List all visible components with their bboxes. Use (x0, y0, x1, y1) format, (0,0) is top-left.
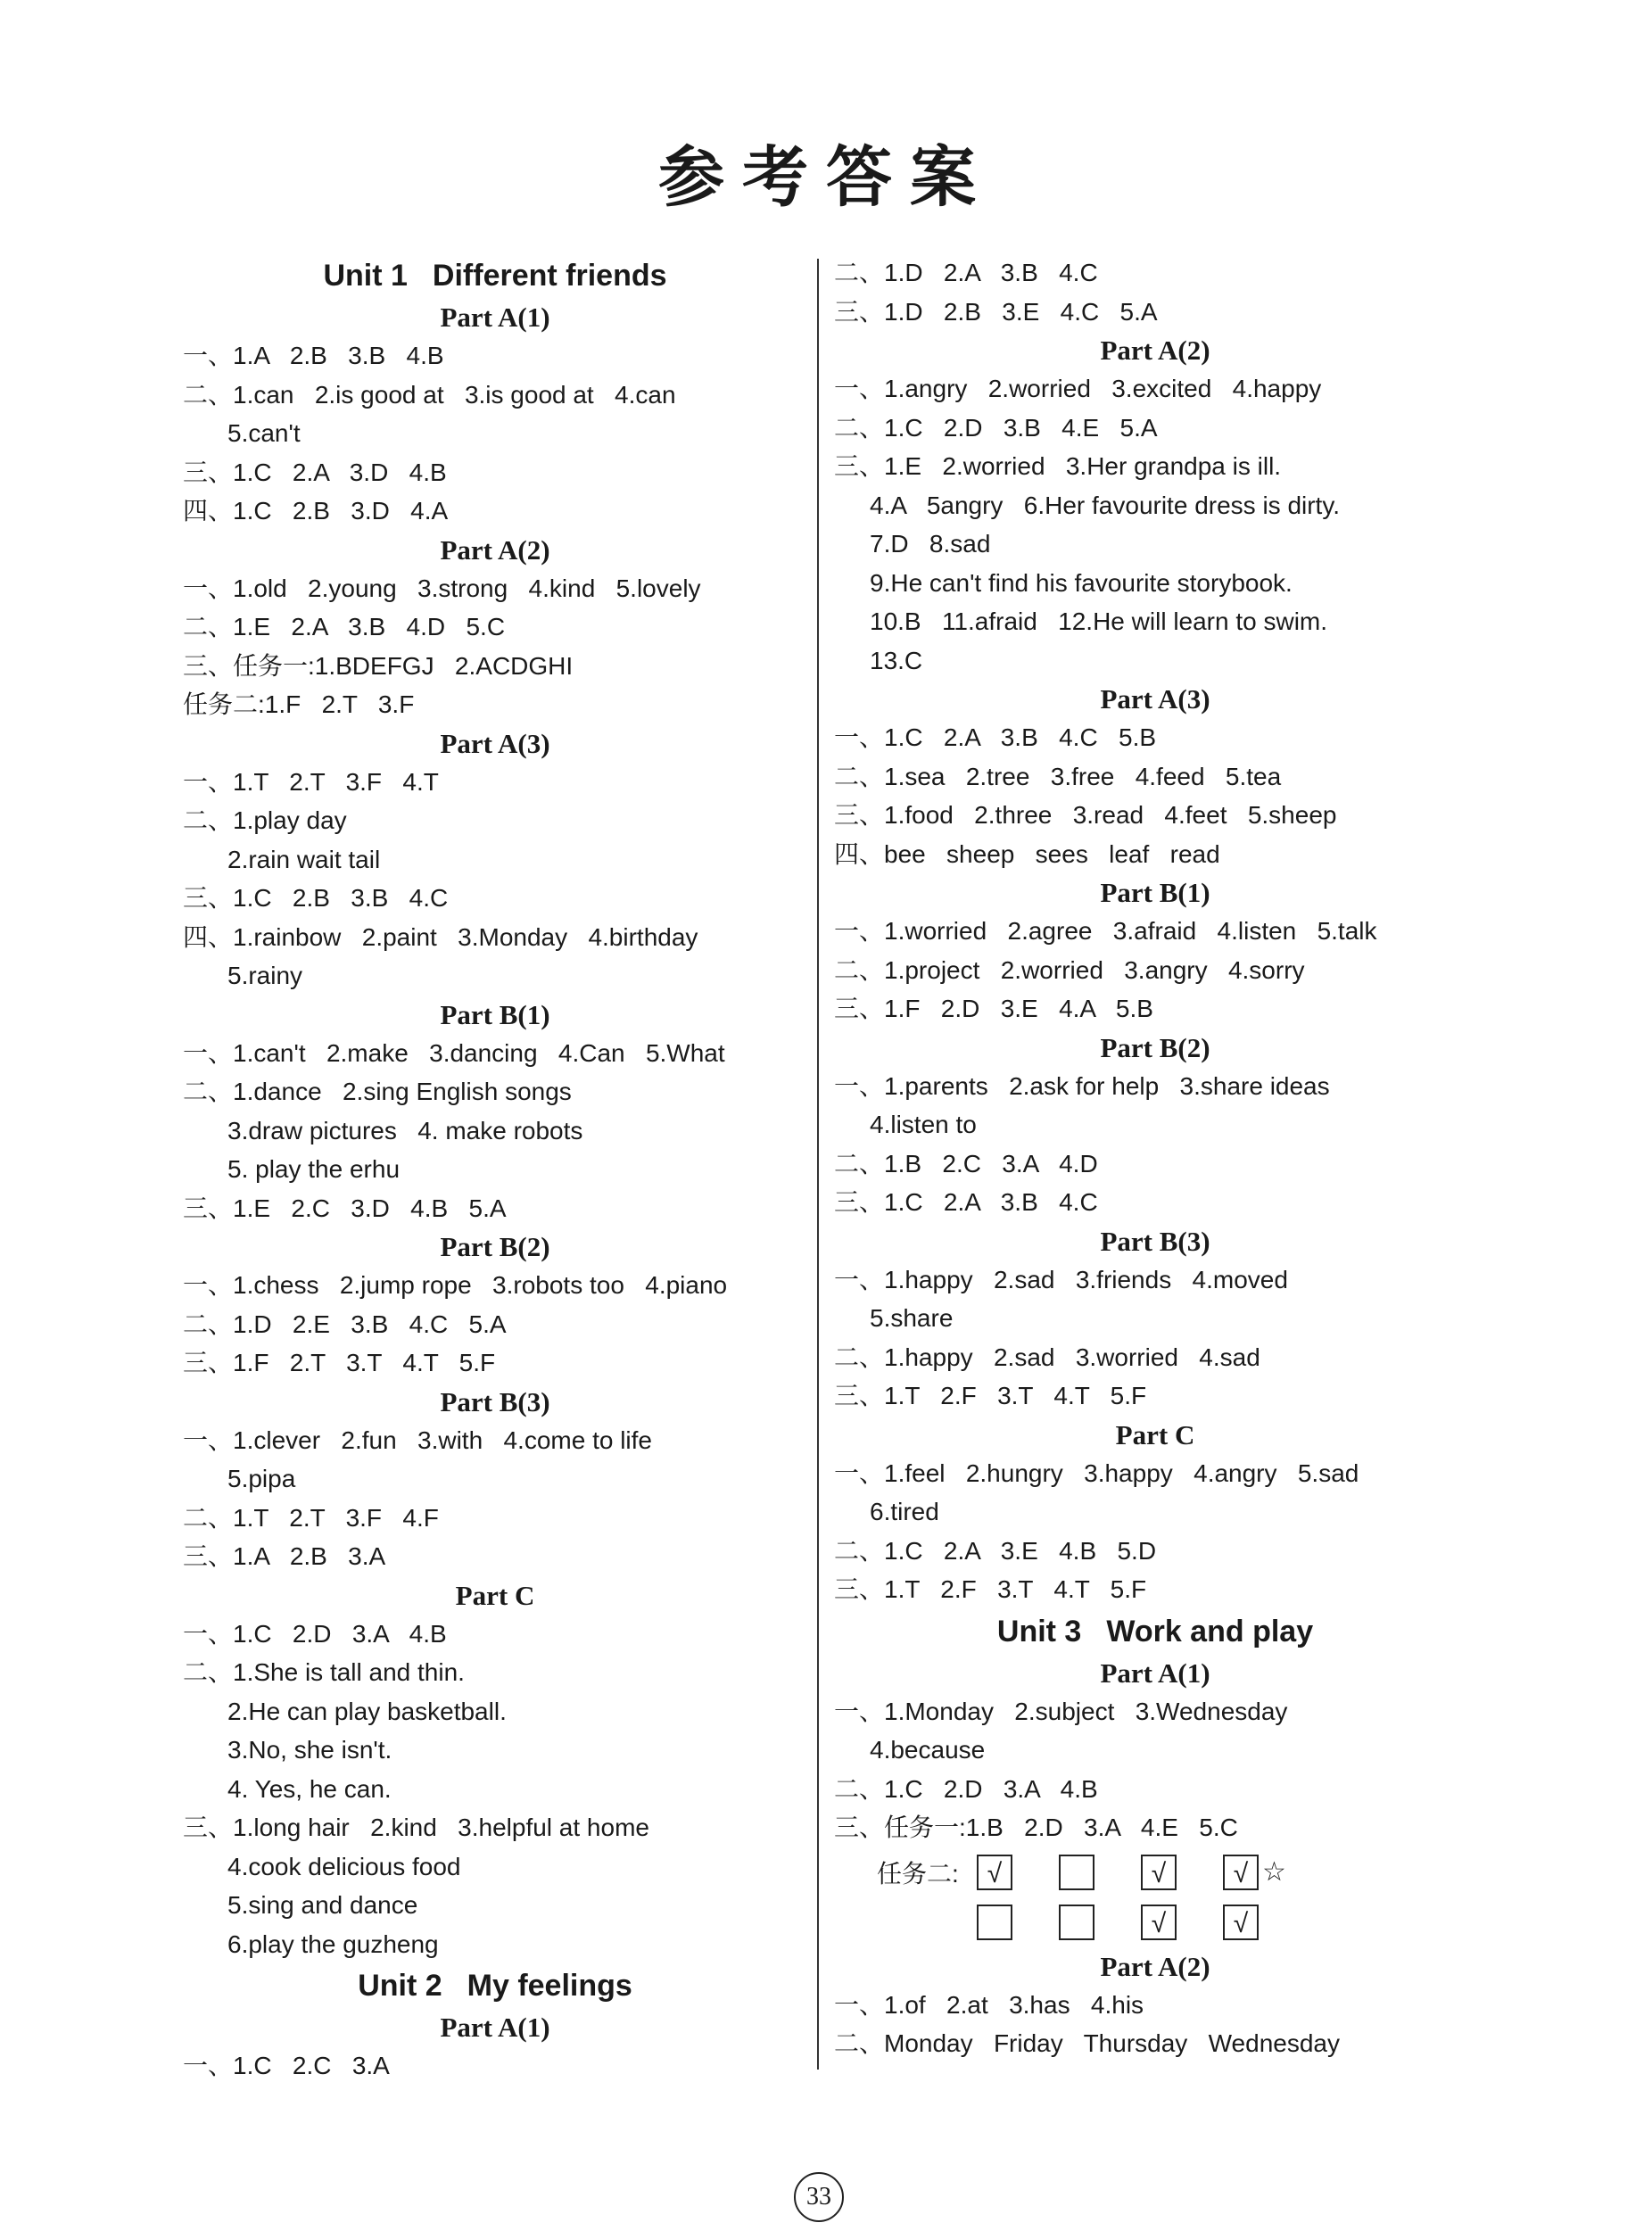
answer-line: 二、1.B 2.C 3.A 4.D (834, 1149, 1098, 1177)
answer-line-continued: 9.He can't find his favourite storybook. (870, 568, 1293, 597)
unit-title (183, 253, 807, 298)
answer-line: 三、1.C 2.A 3.D 4.B (183, 458, 447, 486)
answer-line: 一、1.happy 2.sad 3.friends 4.moved (834, 1265, 1288, 1293)
part-heading: Part C (1115, 1418, 1195, 1450)
unit-title (183, 1963, 807, 2008)
answer-line: 一、1.feel 2.hungry 3.happy 4.angry 5.sad (834, 1458, 1359, 1487)
answer-line: 一、1.C 2.A 3.B 4.C 5.B (834, 723, 1157, 751)
part-heading: Part B(3) (440, 1385, 550, 1417)
part-heading: Part A(3) (440, 727, 550, 759)
part-heading: Part A(2) (1100, 1950, 1210, 1982)
answer-line-continued: 4.listen to (870, 1111, 977, 1138)
answer-line-continued: 10.B 11.afraid 12.He will learn to swim. (870, 607, 1328, 635)
answer-line: 一、1.can't 2.make 3.dancing 4.Can 5.What (183, 1038, 725, 1067)
answer-line-continued: 4.because (870, 1736, 986, 1764)
checkbox-row (834, 1897, 1476, 1947)
unit-number: Unit 3 (996, 1614, 1082, 1648)
answer-line-continued: 13.C (870, 646, 923, 674)
answer-line: 一、1.clever 2.fun 3.with 4.come to life (183, 1425, 652, 1454)
part-heading: Part A(2) (1100, 335, 1210, 366)
answer-line: 一、1.chess 2.jump rope 3.robots too 4.piano (183, 1271, 728, 1299)
part-heading: Part B(2) (1100, 1031, 1210, 1063)
answer-line: 四、bee sheep sees leaf read (834, 839, 1220, 868)
answer-line: 二、1.T 2.T 3.F 4.F (183, 1503, 439, 1532)
part-heading: Part A(3) (1100, 683, 1210, 715)
part-heading: Part B(1) (1100, 877, 1210, 908)
answer-line: 一、1.Monday 2.subject 3.Wednesday (834, 1697, 1288, 1725)
check-box: √ (1223, 1855, 1259, 1890)
answer-line: 四、1.rainbow 2.paint 3.Monday 4.birthday (183, 922, 698, 951)
right-answer-column (834, 253, 1476, 2063)
answer-line-continued: 5.rainy (227, 962, 303, 989)
answer-line: 三、任务一:1.B 2.D 3.A 4.E 5.C (834, 1814, 1238, 1841)
part-heading: Part B(3) (1100, 1225, 1210, 1257)
unit-name: My feelings (467, 1969, 632, 2003)
left-answer-column (183, 253, 807, 2086)
part-heading: Part A(2) (440, 533, 550, 566)
answer-line: 四、1.C 2.B 3.D 4.A (183, 497, 449, 525)
star-icon: ☆ (1262, 1857, 1286, 1887)
answer-line: 二、1.D 2.A 3.B 4.C (834, 259, 1098, 286)
answer-line-continued: 4. Yes, he can. (227, 1774, 392, 1803)
answer-line: 二、1.C 2.D 3.B 4.E 5.A (834, 413, 1158, 442)
answer-line: 三、1.D 2.B 3.E 4.C 5.A (834, 297, 1158, 326)
answer-line: 二、Monday Friday Thursday Wednesday (834, 2029, 1340, 2057)
check-box: √ (1223, 1905, 1259, 1940)
answer-line-continued: 6.play the guzheng (227, 1929, 439, 1958)
answer-line: 二、1.C 2.A 3.E 4.B 5.D (834, 1536, 1157, 1565)
check-box: √ (1141, 1905, 1177, 1940)
answer-line-continued: 3.No, she isn't. (227, 1736, 392, 1764)
answer-line: 二、1.play day (183, 806, 347, 834)
check-box (977, 1905, 1012, 1940)
answer-line-continued: 2.rain wait tail (227, 845, 381, 873)
part-heading: Part B(1) (440, 998, 550, 1030)
answer-line: 一、1.old 2.young 3.strong 4.kind 5.lovely (183, 574, 701, 602)
answer-line: 一、1.A 2.B 3.B 4.B (183, 342, 444, 369)
answer-line-continued: 6.tired (870, 1498, 939, 1525)
answer-line-continued: 5.can't (227, 419, 301, 447)
answer-line: 三、1.E 2.C 3.D 4.B 5.A (183, 1194, 507, 1222)
answer-line: 二、1.happy 2.sad 3.worried 4.sad (834, 1343, 1260, 1371)
answer-line-continued: 5.sing and dance (227, 1891, 418, 1919)
part-heading: Part A(1) (440, 302, 550, 333)
answer-line: 一、1.C 2.D 3.A 4.B (183, 1619, 447, 1648)
answer-line: 三、1.T 2.F 3.T 4.T 5.F (834, 1575, 1147, 1603)
answer-line: 三、1.C 2.B 3.B 4.C (183, 884, 449, 912)
answer-line: 一、1.angry 2.worried 3.excited 4.happy (834, 375, 1322, 402)
answer-line: 三、任务一:1.BDEFGJ 2.ACDGHI (183, 651, 574, 680)
unit-title (834, 1609, 1476, 1654)
answer-line: 二、1.She is tall and thin. (183, 1658, 465, 1686)
answer-line: 三、1.long hair 2.kind 3.helpful at home (183, 1814, 649, 1841)
answer-line: 三、1.E 2.worried 3.Her grandpa is ill. (834, 452, 1282, 480)
check-box (1059, 1855, 1094, 1890)
unit-name: Work and play (1106, 1614, 1314, 1648)
answer-line: 任务二:1.F 2.T 3.F (183, 690, 415, 718)
answer-line-continued: 4.cook delicious food (227, 1852, 461, 1880)
answer-line: 一、1.C 2.C 3.A (183, 2052, 390, 2079)
answer-line: 二、1.E 2.A 3.B 4.D 5.C (183, 613, 506, 640)
answer-line-continued: 7.D 8.sad (870, 530, 991, 558)
answer-line: 二、1.D 2.E 3.B 4.C 5.A (183, 1310, 507, 1338)
column-divider (817, 259, 819, 2070)
answer-line-continued: 3.draw pictures 4. make robots (227, 1116, 583, 1144)
answer-line: 一、1.parents 2.ask for help 3.share ideas (834, 1071, 1330, 1100)
answer-line: 一、1.T 2.T 3.F 4.T (183, 767, 439, 796)
answer-line: 三、1.food 2.three 3.read 4.feet 5.sheep (834, 801, 1337, 829)
check-box: √ (1141, 1855, 1177, 1890)
part-heading: Part C (455, 1579, 535, 1611)
answer-line: 二、1.sea 2.tree 3.free 4.feed 5.tea (834, 762, 1282, 790)
answer-line: 二、1.dance 2.sing English songs (183, 1078, 572, 1105)
unit-number: Unit 2 (358, 1969, 442, 2003)
unit-name: Different friends (432, 259, 667, 293)
answer-line: 三、1.A 2.B 3.A (183, 1542, 386, 1570)
page-number: 33 (794, 2172, 844, 2222)
answer-line: 三、1.T 2.F 3.T 4.T 5.F (834, 1382, 1147, 1409)
part-heading: Part A(1) (440, 2012, 550, 2043)
check-box: √ (977, 1855, 1012, 1890)
answer-line: 一、1.worried 2.agree 3.afraid 4.listen 5.talk (834, 917, 1377, 945)
answer-line: 三、1.C 2.A 3.B 4.C (834, 1188, 1098, 1216)
answer-line: 二、1.project 2.worried 3.angry 4.sorry (834, 955, 1305, 984)
answer-line-continued: 2.He can play basketball. (227, 1697, 507, 1725)
unit-number: Unit 1 (323, 259, 408, 293)
answer-line: 三、1.F 2.T 3.T 4.T 5.F (183, 1349, 496, 1376)
answer-line: 三、1.F 2.D 3.E 4.A 5.B (834, 995, 1153, 1022)
answer-line-continued: 5.pipa (227, 1465, 296, 1492)
part-heading: Part B(2) (440, 1231, 550, 1262)
answer-line: 二、1.C 2.D 3.A 4.B (834, 1774, 1098, 1803)
part-heading: Part A(1) (1100, 1657, 1210, 1689)
answer-line-continued: 5.share (870, 1304, 954, 1332)
checkbox-row (834, 1847, 1476, 1897)
page-title: 参考答案 (658, 139, 994, 216)
task-label: 任务二: (877, 1859, 959, 1888)
answer-line: 一、1.of 2.at 3.has 4.his (834, 1990, 1144, 2019)
answer-line-continued: 5. play the erhu (227, 1155, 401, 1183)
check-box (1059, 1905, 1094, 1940)
answer-line-continued: 4.A 5angry 6.Her favourite dress is dirty. (870, 491, 1341, 519)
answer-line: 二、1.can 2.is good at 3.is good at 4.can (183, 380, 676, 409)
